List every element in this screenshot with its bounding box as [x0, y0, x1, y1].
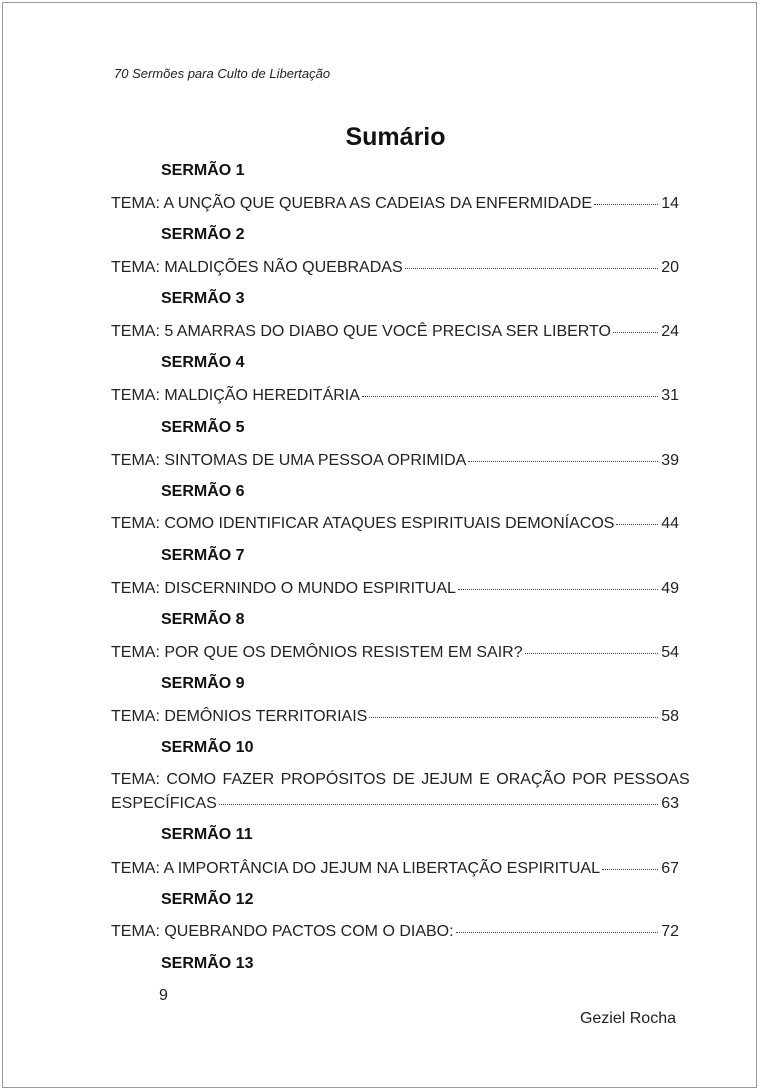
toc-sermon-label: SERMÃO 7: [161, 547, 245, 564]
toc-entry-title: TEMA: MALDIÇÕES NÃO QUEBRADAS: [111, 259, 403, 276]
toc-page-number: 72: [661, 923, 679, 940]
toc-entry-title-line1[interactable]: TEMA: COMO FAZER PROPÓSITOS DE JEJUM E ORAÇÃO POR PESSOAS: [111, 771, 690, 788]
dot-leader: [602, 869, 658, 870]
author-name: Geziel Rocha: [579, 1010, 676, 1027]
dot-leader: [613, 332, 658, 333]
dot-leader: [458, 589, 658, 590]
toc-entry[interactable]: [111, 795, 679, 813]
dot-leader: [594, 204, 658, 205]
toc-sermon-label: SERMÃO 9: [161, 675, 245, 692]
toc-page-number: 67: [661, 860, 679, 877]
toc-page-number: 39: [661, 452, 679, 469]
toc-entry[interactable]: [111, 580, 679, 598]
toc-sermon-label: SERMÃO 8: [161, 611, 245, 628]
toc-sermon-label: SERMÃO 13: [161, 955, 254, 972]
toc-page-number: 31: [661, 387, 679, 404]
toc-sermon-label: SERMÃO 1: [161, 162, 245, 179]
toc-page-number: 14: [661, 195, 679, 212]
toc-entry[interactable]: [111, 923, 679, 941]
toc-entry-title: TEMA: DISCERNINDO O MUNDO ESPIRITUAL: [111, 580, 456, 597]
toc-page-number: 49: [661, 580, 679, 597]
toc-sermon-label: SERMÃO 3: [161, 290, 245, 307]
toc-entry-title: TEMA: MALDIÇÃO HEREDITÁRIA: [111, 387, 360, 404]
toc-entry[interactable]: [111, 644, 679, 662]
toc-entry-title: TEMA: COMO IDENTIFICAR ATAQUES ESPIRITUAIS DEMONÍACOS: [111, 515, 615, 532]
toc-page-number: 63: [661, 795, 679, 812]
toc-sermon-label: SERMÃO 4: [161, 354, 245, 371]
toc-entry-title: TEMA: A IMPORTÂNCIA DO JEJUM NA LIBERTAÇÃO ESPIRITUAL: [111, 860, 600, 877]
toc-entry-title-line2: ESPECÍFICAS: [111, 795, 217, 812]
toc-entry[interactable]: [111, 195, 679, 213]
toc-entry-title: TEMA: QUEBRANDO PACTOS COM O DIABO:: [111, 923, 454, 940]
toc-sermon-label: SERMÃO 12: [161, 891, 254, 908]
dot-leader: [219, 804, 658, 805]
toc-entry[interactable]: [111, 515, 679, 533]
toc-page-number: 54: [661, 644, 679, 661]
toc-entry[interactable]: [111, 860, 679, 878]
toc-entry-title: TEMA: SINTOMAS DE UMA PESSOA OPRIMIDA: [111, 452, 467, 469]
toc-entry[interactable]: [111, 708, 679, 726]
document-page: [2, 2, 757, 1088]
dot-leader: [468, 461, 658, 462]
toc-entry-title: TEMA: A UNÇÃO QUE QUEBRA AS CADEIAS DA ENFERMIDADE: [111, 195, 592, 212]
dot-leader: [362, 396, 658, 397]
page-number: 9: [159, 987, 168, 1004]
toc-sermon-label: SERMÃO 5: [161, 419, 245, 436]
toc-entry-title: TEMA: POR QUE OS DEMÔNIOS RESISTEM EM SAIR?: [111, 644, 523, 661]
toc-entry-title: TEMA: DEMÔNIOS TERRITORIAIS: [111, 708, 368, 725]
toc-page-number: 20: [661, 259, 679, 276]
toc-page-number: 58: [661, 708, 679, 725]
toc-entry[interactable]: [111, 387, 679, 405]
toc-entry[interactable]: [111, 259, 679, 277]
running-header: 70 Sermões para Culto de Libertação: [114, 66, 331, 81]
toc-sermon-label: SERMÃO 6: [161, 483, 245, 500]
toc-sermon-label: SERMÃO 11: [161, 826, 253, 843]
toc-page-number: 44: [661, 515, 679, 532]
dot-leader: [369, 717, 658, 718]
toc-title: Sumário: [345, 123, 446, 151]
dot-leader: [525, 653, 659, 654]
dot-leader: [616, 524, 658, 525]
toc-sermon-label: SERMÃO 2: [161, 226, 245, 243]
dot-leader: [456, 932, 659, 933]
toc-entry-title: TEMA: 5 AMARRAS DO DIABO QUE VOCÊ PRECISA SER LIBERTO: [111, 323, 611, 340]
toc-sermon-label: SERMÃO 10: [161, 739, 254, 756]
toc-page-number: 24: [661, 323, 679, 340]
toc-entry[interactable]: [111, 452, 679, 470]
dot-leader: [405, 268, 659, 269]
toc-entry[interactable]: [111, 323, 679, 341]
